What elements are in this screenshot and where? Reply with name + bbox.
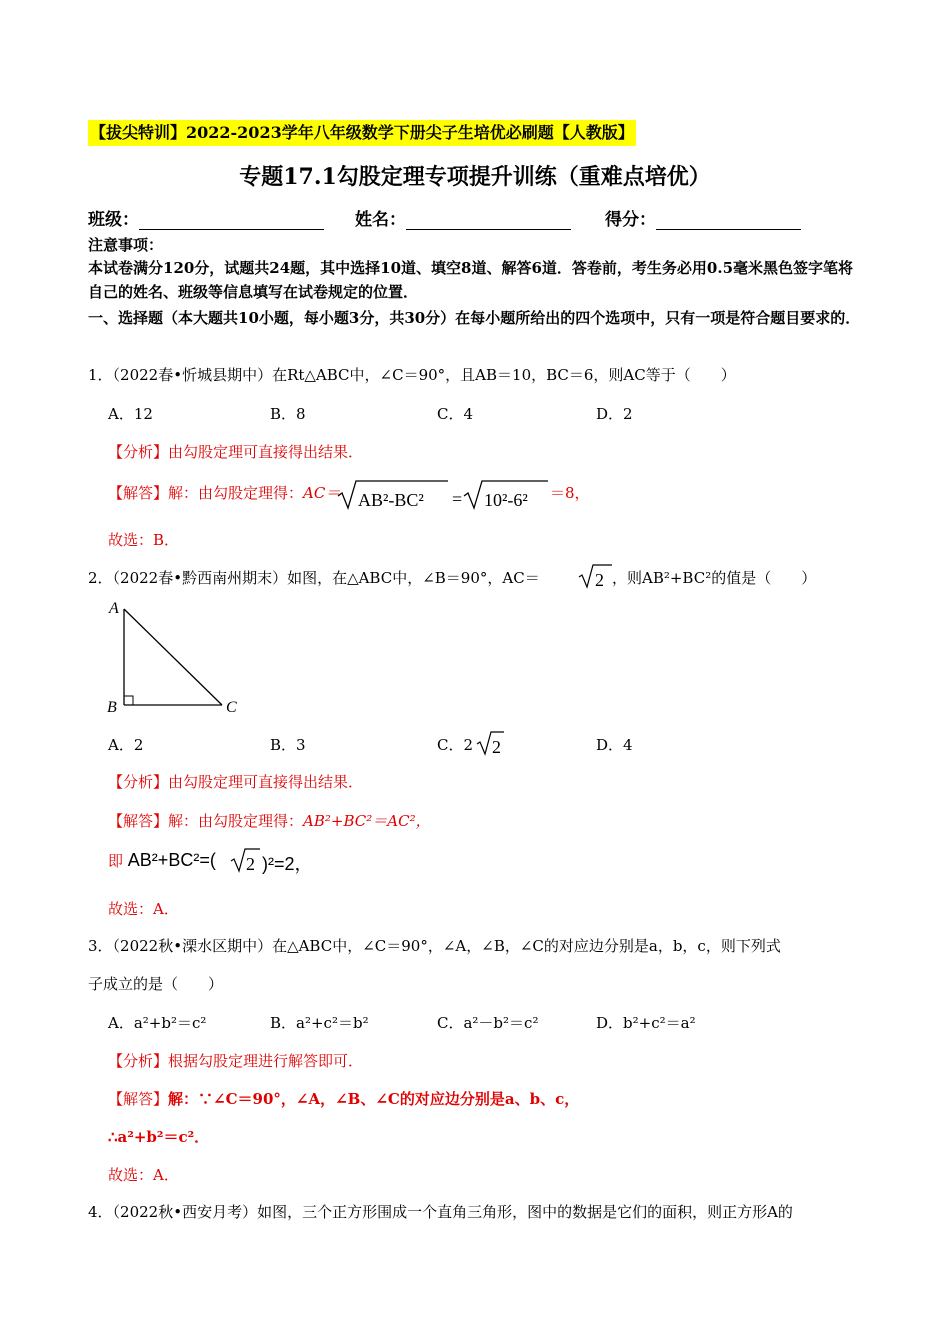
analysis-text: 由勾股定理可直接得出结果．	[168, 773, 364, 791]
q2-option-c-sqrt: 2	[492, 737, 501, 757]
name-label: 姓名：	[355, 210, 406, 230]
q3-option-b: B．a²+c²＝b²	[270, 1014, 369, 1032]
answer-lhs: AC＝	[303, 484, 341, 502]
q2-stem	[88, 567, 540, 588]
q1-sqrt2-text: 10²-6²	[484, 490, 528, 510]
q1-option-a: A．12	[108, 405, 153, 423]
score-blank	[656, 211, 801, 230]
right-angle-mark	[124, 696, 133, 705]
q3-answer	[108, 1088, 579, 1109]
notes-body: 本试卷满分120分，试题共24题，其中选择10道、填空8道、解答6道．答卷前，考生务必用0.5毫米黑色签字笔将自己的姓名、班级等信息填写在试卷规定的位置．	[88, 259, 854, 301]
q3-option-c: C．a²－b²＝c²	[437, 1014, 539, 1032]
q2-option-c: C．2	[437, 736, 474, 754]
score-field	[605, 205, 801, 230]
q2-answer-line2	[108, 850, 216, 871]
q2-line2-sqrt: 2	[246, 854, 255, 874]
q2-line2-expr-b: )²=2，	[262, 854, 313, 874]
q2-option-a: A．2	[108, 736, 144, 754]
q3-answer-line2: ∴a²+b²＝c²．	[108, 1128, 210, 1146]
q3-option-d: D．b²+c²＝a²	[596, 1014, 696, 1032]
q1-eq: =	[452, 489, 463, 509]
q2-stem-post: ，则AB²+BC²的值是（ ）	[612, 569, 817, 587]
notes-heading: 注意事项：	[88, 236, 164, 254]
q1-sqrt1-text: AB²-BC²	[358, 490, 424, 510]
q2-analysis	[108, 771, 363, 792]
q2-stem-pre: 2．（2022春•黔西南州期末）如图，在△ABC中，∠B＝90°，AC＝	[88, 569, 540, 587]
analysis-text: 根据勾股定理进行解答即可．	[168, 1052, 364, 1070]
q1-answer-result: ＝8，	[550, 484, 590, 502]
banner: 【拔尖特训】2022-2023学年八年级数学下册尖子生培优必刷题【人教版】	[88, 120, 636, 146]
q1-choice: 故选：B．	[108, 531, 180, 549]
q2-option-d: D．4	[596, 736, 633, 754]
analysis-tag: 【分析】	[108, 443, 169, 461]
line2-expr-a: AB²+BC²=(	[127, 850, 216, 870]
vertex-c-label: C	[226, 699, 237, 716]
class-blank	[139, 211, 324, 230]
name-field	[355, 205, 571, 230]
name-blank	[406, 211, 571, 230]
analysis-text: 由勾股定理可直接得出结果．	[168, 443, 364, 461]
answer-prefix: 解：由勾股定理得：	[168, 812, 304, 830]
q1-option-c: C．4	[437, 405, 474, 423]
answer-tag: 【解答】	[108, 812, 169, 830]
q3-stem-line2: 子成立的是（ ）	[88, 975, 224, 993]
q2-option-b: B．3	[270, 736, 306, 754]
answer-tag: 【解答】	[108, 484, 169, 502]
q1-option-d: D．2	[596, 405, 633, 423]
class-field	[88, 205, 324, 230]
section-heading: 一、选择题（本大题共10小题，每小题3分，共30分）在每小题所给出的四个选项中，只有一项是符合题目要求的．	[88, 309, 861, 327]
q2-line2-radical	[230, 846, 262, 874]
vertex-b-label: B	[107, 699, 117, 716]
answer-prefix: 解：由勾股定理得：	[168, 484, 304, 502]
q3-option-a: A．a²+b²＝c²	[108, 1014, 207, 1032]
line2-prefix: 即	[108, 852, 124, 870]
answer-text: 解：∵∠C＝90°，∠A，∠B、∠C的对应边分别是a、b、c，	[168, 1090, 580, 1108]
q3-choice: 故选：A．	[108, 1166, 179, 1184]
q2-answer	[108, 810, 431, 831]
q1-answer	[108, 482, 340, 503]
q2-triangle-figure	[100, 595, 250, 720]
q3-stem-line1: 3．（2022秋•溧水区期中）在△ABC中，∠C＝90°，∠A，∠B，∠C的对应边分别是a，b，c，则下列式	[88, 937, 781, 955]
score-label: 得分：	[605, 210, 656, 230]
q2-stem-sqrt: 2	[595, 570, 604, 590]
answer-tag: 【解答】	[108, 1090, 169, 1108]
page-title: 专题17.1勾股定理专项提升训练（重难点培优）	[239, 164, 711, 190]
q4-stem: 4．（2022秋•西安月考）如图，三个正方形围成一个直角三角形，图中的数据是它们的面积，则正方形A的	[88, 1203, 793, 1221]
q1-analysis	[108, 441, 363, 462]
answer-expr: AB²+BC²＝AC²，	[303, 812, 431, 830]
class-label: 班级：	[88, 210, 139, 230]
side-ac	[124, 609, 222, 705]
q1-stem: 1．（2022春•忻城县期中）在Rt△ABC中，∠C＝90°，且AB＝10，BC＝6，则AC等于（ ）	[88, 366, 736, 384]
q1-radicals	[336, 478, 572, 514]
analysis-tag: 【分析】	[108, 1052, 169, 1070]
analysis-tag: 【分析】	[108, 773, 169, 791]
q2-choice: 故选：A．	[108, 900, 179, 918]
q2-stem-radical	[578, 562, 614, 590]
q1-option-b: B．8	[270, 405, 306, 423]
q2-option-c-radical	[476, 729, 506, 757]
q3-analysis	[108, 1050, 363, 1071]
vertex-a-label: A	[109, 600, 119, 617]
